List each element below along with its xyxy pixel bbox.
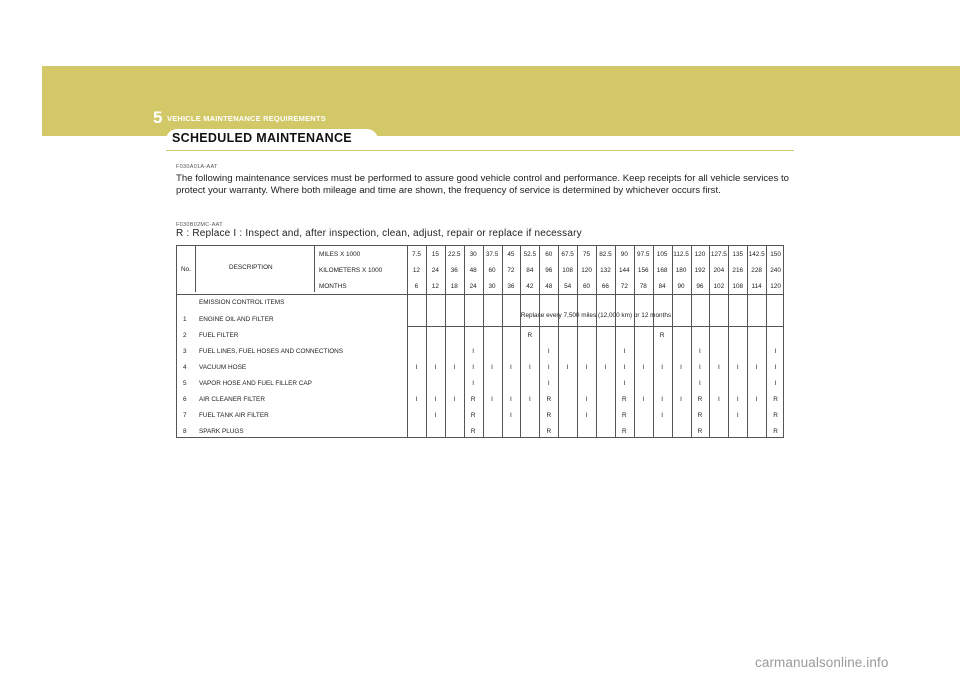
item-name: FUEL LINES, FUEL HOSES AND CONNECTIONS (199, 348, 344, 355)
grid-line (195, 246, 196, 292)
kilometers-value: 228 (751, 267, 762, 274)
service-mark: I (510, 412, 512, 419)
page-number: 4 (155, 136, 161, 146)
months-value: 48 (545, 283, 553, 290)
service-mark: I (623, 348, 626, 355)
service-mark: I (774, 364, 777, 371)
grid-line (426, 246, 427, 437)
service-mark: I (642, 364, 645, 371)
miles-value: 52.5 (523, 251, 537, 258)
service-mark: R (470, 412, 476, 419)
months-value: 72 (620, 283, 628, 290)
grid-line (615, 246, 616, 437)
months-value: 18 (450, 283, 458, 290)
months-value: 30 (488, 283, 496, 290)
miles-value: 90 (620, 251, 628, 258)
service-mark: I (680, 396, 682, 403)
service-mark: R (773, 396, 778, 403)
months-value: 102 (713, 283, 725, 290)
service-mark: I (736, 364, 739, 371)
service-mark: I (699, 364, 701, 371)
miles-value: 45 (507, 251, 515, 258)
service-mark: I (528, 396, 531, 403)
grid-line (314, 246, 315, 292)
kilometers-value: 108 (562, 267, 573, 274)
service-mark: I (604, 364, 607, 371)
chapter-number: 5 (153, 108, 163, 127)
grid-line (520, 246, 521, 437)
miles-value: 105 (656, 251, 668, 258)
service-mark: I (453, 396, 456, 403)
kilometers-value: 36 (450, 267, 458, 274)
grid-line (464, 246, 465, 437)
miles-value: 120 (694, 251, 706, 258)
miles-value: 7.5 (411, 251, 421, 258)
service-mark: R (622, 396, 627, 403)
grid-line (691, 246, 692, 437)
service-mark: I (491, 364, 493, 371)
section-title: SCHEDULED MAINTENANCE (172, 131, 352, 145)
service-mark: I (528, 364, 531, 371)
miles-value: 15 (431, 251, 439, 258)
item-number: 7 (183, 412, 187, 419)
miles-value: 60 (545, 251, 553, 258)
kilometers-value: 156 (637, 267, 649, 274)
service-mark: I (755, 396, 758, 403)
service-mark: I (510, 364, 512, 371)
months-value: 24 (469, 283, 477, 290)
kilometers-value: 60 (488, 267, 496, 274)
months-value: 90 (677, 283, 685, 290)
months-value: 60 (582, 283, 591, 290)
item-name: VAPOR HOSE AND FUEL FILLER CAP (199, 380, 312, 387)
months-value: 54 (564, 283, 572, 290)
unit-label: MONTHS (319, 283, 347, 290)
kilometers-value: 216 (732, 267, 744, 274)
kilometers-value: 144 (619, 267, 630, 274)
item-number: 3 (183, 348, 187, 355)
service-mark: R (697, 428, 703, 435)
kilometers-value: 24 (431, 267, 439, 274)
grid-line (539, 246, 540, 437)
unit-label: MILES X 1000 (319, 251, 361, 258)
service-mark: R (697, 396, 703, 403)
service-mark: I (717, 364, 720, 371)
grid-line (407, 326, 783, 327)
service-mark: I (661, 364, 664, 371)
miles-value: 82.5 (599, 251, 612, 258)
grid-line (577, 246, 578, 437)
grid-line (445, 246, 446, 437)
service-mark: I (585, 364, 588, 371)
grid-line (709, 246, 710, 437)
service-mark: R (470, 428, 476, 435)
service-mark: I (585, 396, 588, 403)
service-mark: I (547, 380, 550, 387)
item-number: 8 (183, 428, 187, 435)
service-mark: I (566, 364, 569, 371)
service-mark: I (547, 364, 550, 371)
kilometers-value: 192 (694, 267, 706, 274)
kilometers-value: 48 (469, 267, 477, 274)
kilometers-value: 96 (545, 267, 553, 274)
months-value: 12 (431, 283, 439, 290)
service-mark: I (453, 364, 456, 371)
watermark[interactable]: carmanualsonline.info (755, 655, 889, 670)
item-name: ENGINE OIL AND FILTER (199, 316, 274, 323)
service-mark: I (434, 412, 437, 419)
service-mark: I (699, 348, 701, 355)
maintenance-schedule-table (176, 245, 784, 438)
intro-paragraph: The following maintenance services must be performed to assure good vehicle control and performance. Keep receipts for all vehicle services to protect your warranty. Where both mileage and time are shown, the frequency of service is determined by whichever occurs first. (176, 173, 789, 197)
miles-value: 150 (770, 251, 781, 258)
miles-value: 22.5 (448, 251, 461, 258)
service-mark: R (527, 332, 533, 339)
service-mark: I (472, 380, 475, 387)
service-mark: R (622, 428, 627, 435)
grid-line (653, 246, 654, 437)
kilometers-value: 168 (656, 267, 668, 274)
service-mark: I (642, 396, 645, 403)
service-mark: I (699, 380, 701, 387)
months-value: 108 (732, 283, 744, 290)
months-value: 6 (414, 283, 419, 290)
engine-oil-note: Replace every 7,500 miles (12,000 km) or 12 months (520, 312, 672, 319)
kilometers-value: 180 (675, 267, 687, 274)
grid-line (634, 246, 635, 437)
service-mark: I (585, 412, 588, 419)
kilometers-value: 120 (581, 267, 592, 274)
group-heading: EMISSION CONTROL ITEMS (199, 299, 285, 306)
service-mark: R (659, 332, 665, 339)
service-mark: I (415, 396, 418, 403)
item-name: AIR CLEANER FILTER (199, 396, 265, 403)
service-mark: I (491, 396, 493, 403)
service-mark: R (773, 412, 778, 419)
months-value: 66 (601, 283, 609, 290)
service-mark: I (623, 364, 626, 371)
miles-value: 67.5 (561, 251, 574, 258)
description-header: DESCRIPTION (229, 264, 273, 271)
service-mark: R (773, 428, 778, 435)
service-mark: I (472, 348, 475, 355)
kilometers-value: 84 (526, 267, 534, 274)
service-mark: I (661, 412, 664, 419)
item-name: FUEL FILTER (199, 332, 239, 339)
service-mark: R (697, 412, 703, 419)
months-value: 120 (770, 283, 781, 290)
kilometers-value: 72 (507, 267, 515, 274)
service-mark: I (680, 364, 682, 371)
service-mark: I (434, 364, 437, 371)
item-name: FUEL TANK AIR FILTER (199, 412, 269, 419)
months-value: 36 (507, 283, 515, 290)
item-number: 6 (183, 396, 187, 403)
service-mark: I (736, 396, 739, 403)
kilometers-value: 12 (412, 267, 420, 274)
chapter-title: VEHICLE MAINTENANCE REQUIREMENTS (167, 114, 326, 123)
service-mark: I (736, 412, 739, 419)
service-mark: I (547, 348, 550, 355)
grid-line (483, 246, 484, 437)
grid-line (596, 246, 597, 437)
months-value: 42 (526, 283, 534, 290)
miles-value: 30 (469, 251, 477, 258)
miles-value: 127.5 (710, 251, 727, 258)
item-name: SPARK PLUGS (199, 428, 244, 435)
miles-value: 112.5 (673, 251, 689, 258)
miles-value: 135 (732, 251, 744, 258)
kilometers-value: 204 (713, 267, 725, 274)
service-mark: I (623, 380, 626, 387)
grid-line (177, 294, 783, 295)
months-value: 84 (658, 283, 666, 290)
service-mark: I (434, 396, 437, 403)
service-mark: R (546, 428, 552, 435)
service-mark: I (472, 364, 475, 371)
grid-line (502, 246, 503, 437)
legend: R : Replace I : Inspect and, after inspection, clean, adjust, repair or replace if necessary (176, 228, 582, 239)
grid-line (728, 246, 729, 437)
grid-line (407, 246, 408, 437)
miles-value: 37.5 (485, 251, 499, 258)
miles-value: 97.5 (637, 251, 650, 258)
grid-line (747, 246, 748, 437)
item-number: 5 (183, 380, 187, 387)
service-mark: I (717, 396, 720, 403)
reference-code: F030A01A-AAT (176, 164, 218, 170)
service-mark: R (470, 396, 476, 403)
header-band (42, 66, 960, 136)
service-mark: I (415, 364, 418, 371)
months-value: 78 (639, 283, 647, 290)
item-number: 4 (183, 364, 187, 371)
service-mark: R (546, 396, 552, 403)
item-number: 1 (183, 316, 187, 323)
kilometers-value: 132 (600, 267, 611, 274)
service-mark: I (661, 396, 664, 403)
service-mark: I (510, 396, 512, 403)
item-name: VACUUM HOSE (199, 364, 247, 371)
miles-value: 75 (582, 251, 591, 258)
miles-value: 142.5 (748, 251, 765, 258)
service-mark: R (622, 412, 627, 419)
section-rule (166, 150, 794, 151)
service-mark: I (755, 364, 758, 371)
months-value: 96 (696, 283, 704, 290)
item-number: 2 (183, 332, 187, 339)
service-mark: I (774, 348, 777, 355)
months-value: 114 (751, 283, 762, 290)
grid-line (766, 246, 767, 437)
reference-code: F030B02MC-AAT (176, 222, 223, 228)
grid-line (558, 246, 559, 437)
service-mark: I (774, 380, 777, 387)
service-mark: R (546, 412, 552, 419)
unit-label: KILOMETERS X 1000 (319, 267, 383, 274)
grid-line (672, 246, 673, 437)
no-header: No. (181, 266, 191, 273)
kilometers-value: 240 (770, 267, 781, 274)
